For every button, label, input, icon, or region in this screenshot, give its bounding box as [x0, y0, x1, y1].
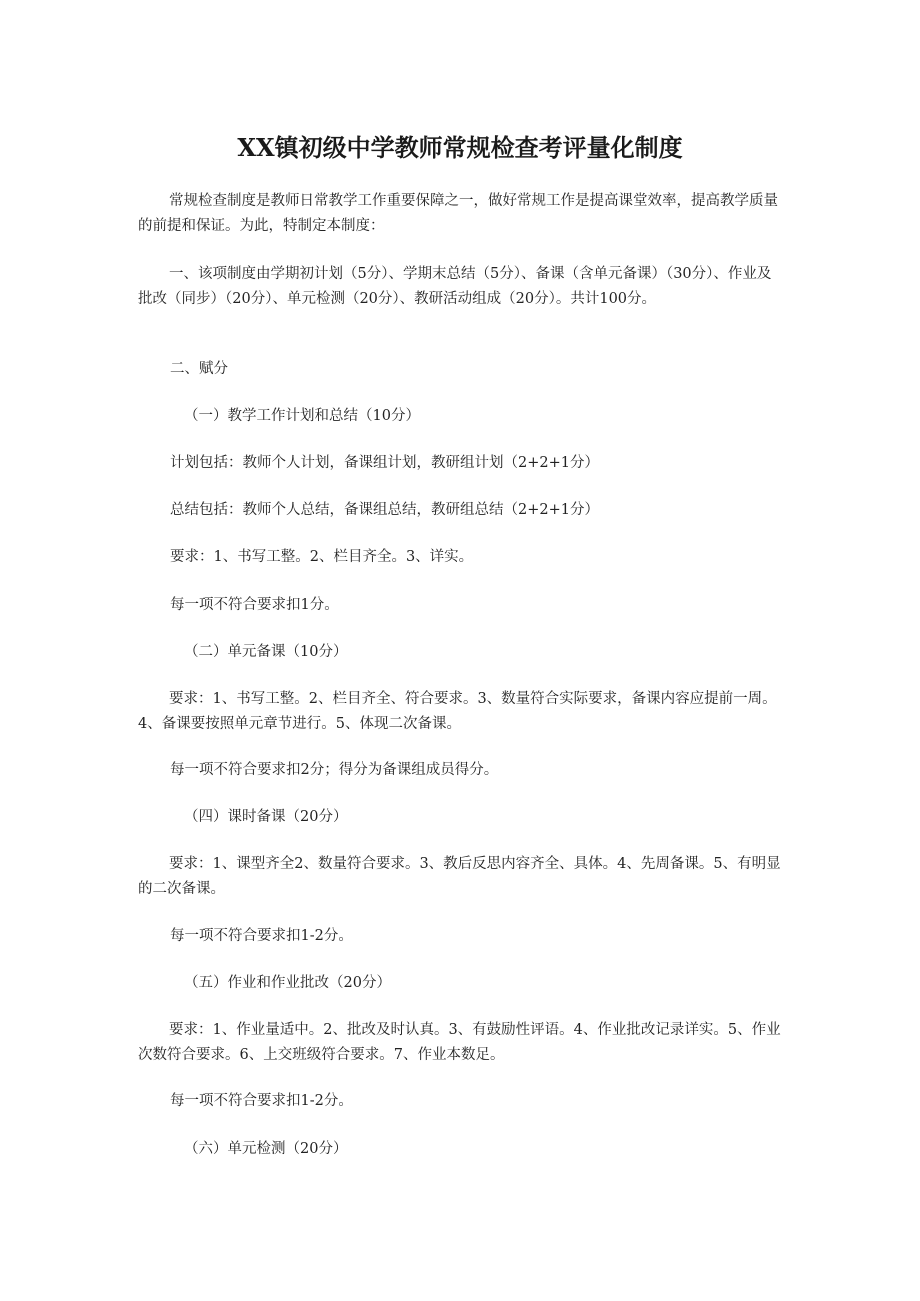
subsection-5-heading: （五）作业和作业批改（20分）	[184, 975, 391, 991]
subsection-1-requirements: 要求：1、书写工整。2、栏目齐全。3、详实。	[170, 549, 474, 565]
subsection-4-heading: （四）课时备课（20分）	[184, 809, 348, 825]
section-2-heading: 二、赋分	[170, 361, 228, 377]
subsection-2-requirements: 要求：1、书写工整。2、栏目齐全、符合要求。3、数量符合实际要求，备课内容应提前一周。4、备课要按照单元章节进行。5、体现二次备课。	[138, 691, 777, 732]
subsection-1-summary: 总结包括：教师个人总结，备课组总结，教研组总结（2+2+1分）	[170, 502, 599, 518]
subsection-4-requirements: 要求：1、课型齐全2、数量符合要求。3、教后反思内容齐全、具体。4、先周备课。5、有明显的二次备课。	[138, 856, 781, 897]
subsection-1-heading: （一）教学工作计划和总结（10分）	[184, 408, 420, 424]
subsection-1-plan: 计划包括：教师个人计划，备课组计划，教研组计划（2+2+1分）	[170, 455, 599, 471]
section-1-paragraph: 一、该项制度由学期初计划（5分）、学期末总结（5分）、备课（含单元备课）（30分）、作业及批改（同步）（20分）、单元检测（20分）、教研活动组成（20分）。共计100分。	[138, 266, 772, 307]
subsection-6-heading: （六）单元检测（20分）	[184, 1141, 348, 1157]
subsection-5-deduction: 每一项不符合要求扣1-2分。	[170, 1093, 353, 1109]
subsection-2-heading: （二）单元备课（10分）	[184, 644, 348, 660]
document-title: XX镇初级中学教师常规检查考评量化制度	[237, 133, 683, 162]
subsection-5-requirements: 要求：1、作业量适中。2、批改及时认真。3、有鼓励性评语。4、作业批改记录详实。5、作业次数符合要求。6、上交班级符合要求。7、作业本数足。	[138, 1022, 781, 1063]
subsection-2-deduction: 每一项不符合要求扣2分；得分为备课组成员得分。	[170, 762, 499, 778]
subsection-4-deduction: 每一项不符合要求扣1-2分。	[170, 928, 353, 944]
subsection-1-deduction: 每一项不符合要求扣1分。	[170, 597, 339, 613]
intro-paragraph: 常规检查制度是教师日常教学工作重要保障之一，做好常规工作是提高课堂效率，提高教学质量的前提和保证。为此，特制定本制度：	[138, 193, 778, 234]
